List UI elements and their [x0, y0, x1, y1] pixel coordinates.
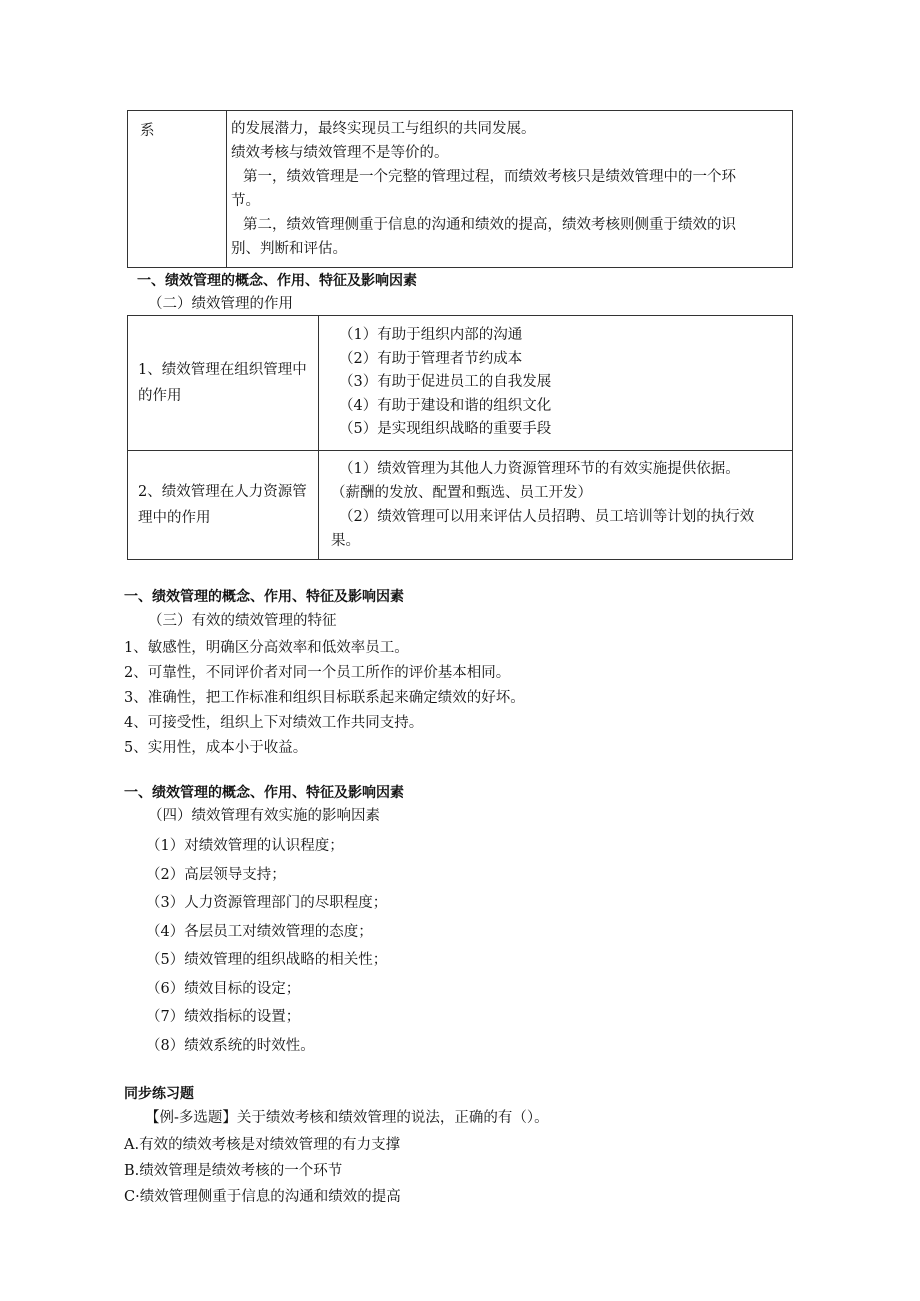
- role-item: （1）绩效管理为其他人力资源管理环节的有效实施提供依据。: [339, 461, 740, 477]
- table1-line: 别、判断和评估。: [231, 241, 347, 257]
- section-subheading: （三）有效的绩效管理的特征: [148, 613, 337, 629]
- section-heading: 一、绩效管理的概念、作用、特征及影响因素: [124, 589, 404, 605]
- table1-line: 绩效考核与绩效管理不是等价的。: [231, 145, 449, 161]
- role-label-cell: [128, 316, 319, 451]
- role-item: （1）有助于组织内部的沟通: [339, 327, 523, 343]
- table1-line: 的发展潜力，最终实现员工与组织的共同发展。: [231, 121, 536, 137]
- section-subheading: （二）绩效管理的作用: [148, 296, 293, 312]
- role-item: （3）有助于促进员工的自我发展: [339, 374, 552, 390]
- role-item: （5）是实现组织战略的重要手段: [339, 421, 552, 437]
- role-label: 1、绩效管理在组织管理中: [138, 362, 307, 378]
- feature-item: 2、可靠性，不同评价者对同一个员工所作的评价基本相同。: [124, 665, 511, 681]
- role-items-cell: [319, 451, 793, 560]
- exercise-heading: 同步练习题: [124, 1086, 194, 1102]
- factor-item: （4）各层员工对绩效管理的态度；: [146, 923, 373, 940]
- factor-item: （6）绩效目标的设定；: [146, 980, 301, 997]
- option-item: B.绩效管理是绩效考核的一个环节: [124, 1163, 343, 1179]
- role-item: （2）有助于管理者节约成本: [339, 350, 523, 367]
- option-item: A.有效的绩效考核是对绩效管理的有力支撑: [124, 1137, 401, 1153]
- role-label: 2、绩效管理在人力资源管: [138, 484, 307, 500]
- section-heading: 一、绩效管理的概念、作用、特征及影响因素: [124, 785, 404, 801]
- feature-item: 4、可接受性，组织上下对绩效工作共同支持。: [124, 715, 424, 731]
- left-label: 系: [140, 123, 155, 139]
- factor-item: （8）绩效系统的时效性。: [146, 1037, 315, 1054]
- option-list: [124, 1132, 401, 1210]
- role-items-cell: [319, 316, 793, 451]
- factor-item: （1）对绩效管理的认识程度；: [146, 838, 344, 854]
- section-subheading: （四）绩效管理有效实施的影响因素: [148, 808, 380, 824]
- feature-item: 3、准确性，把工作标准和组织目标联系起来确定绩效的好坏。: [124, 690, 525, 706]
- feature-item: 5、实用性，成本小于收益。: [124, 740, 308, 756]
- content-cell: [227, 111, 793, 268]
- feature-item: 1、敏感性，明确区分高效率和低效率员工。: [124, 640, 409, 656]
- table1-line: 第二，绩效管理侧重于信息的沟通和绩效的提高，绩效考核则侧重于绩效的识: [243, 217, 736, 233]
- factor-item: （2）高层领导支持；: [146, 866, 286, 883]
- factor-item: （5）绩效管理的组织战略的相关性；: [146, 952, 388, 968]
- role-item: （4）有助于建设和谐的组织文化: [339, 397, 552, 414]
- role-label: 的作用: [138, 388, 182, 404]
- table1-line: 第一，绩效管理是一个完整的管理过程，而绩效考核只是绩效管理中的一个环: [243, 169, 736, 185]
- feature-list: [124, 636, 525, 761]
- exercise-question: 【例-多选题】关于绩效考核和绩效管理的说法，正确的有（）。: [145, 1110, 549, 1126]
- factor-list: [146, 832, 387, 1060]
- role-item: （薪酬的发放、配置和甄选、员工开发）: [331, 485, 592, 501]
- factor-item: （7）绩效指标的设置；: [146, 1009, 301, 1025]
- continuation-table: [127, 110, 793, 268]
- role-item: 果。: [331, 533, 360, 549]
- role-label-cell: [128, 451, 319, 560]
- role-label: 理中的作用: [138, 510, 211, 526]
- factor-item: （3）人力资源管理部门的尽职程度；: [146, 895, 388, 911]
- section-heading: 一、绩效管理的概念、作用、特征及影响因素: [137, 273, 417, 289]
- table1-line: 节。: [231, 193, 260, 209]
- left-label-cell: [128, 111, 227, 268]
- option-item: C·绩效管理侧重于信息的沟通和绩效的提高: [124, 1189, 401, 1205]
- role-table: [127, 315, 793, 560]
- role-item: （2）绩效管理可以用来评估人员招聘、员工培训等计划的执行效: [339, 509, 755, 525]
